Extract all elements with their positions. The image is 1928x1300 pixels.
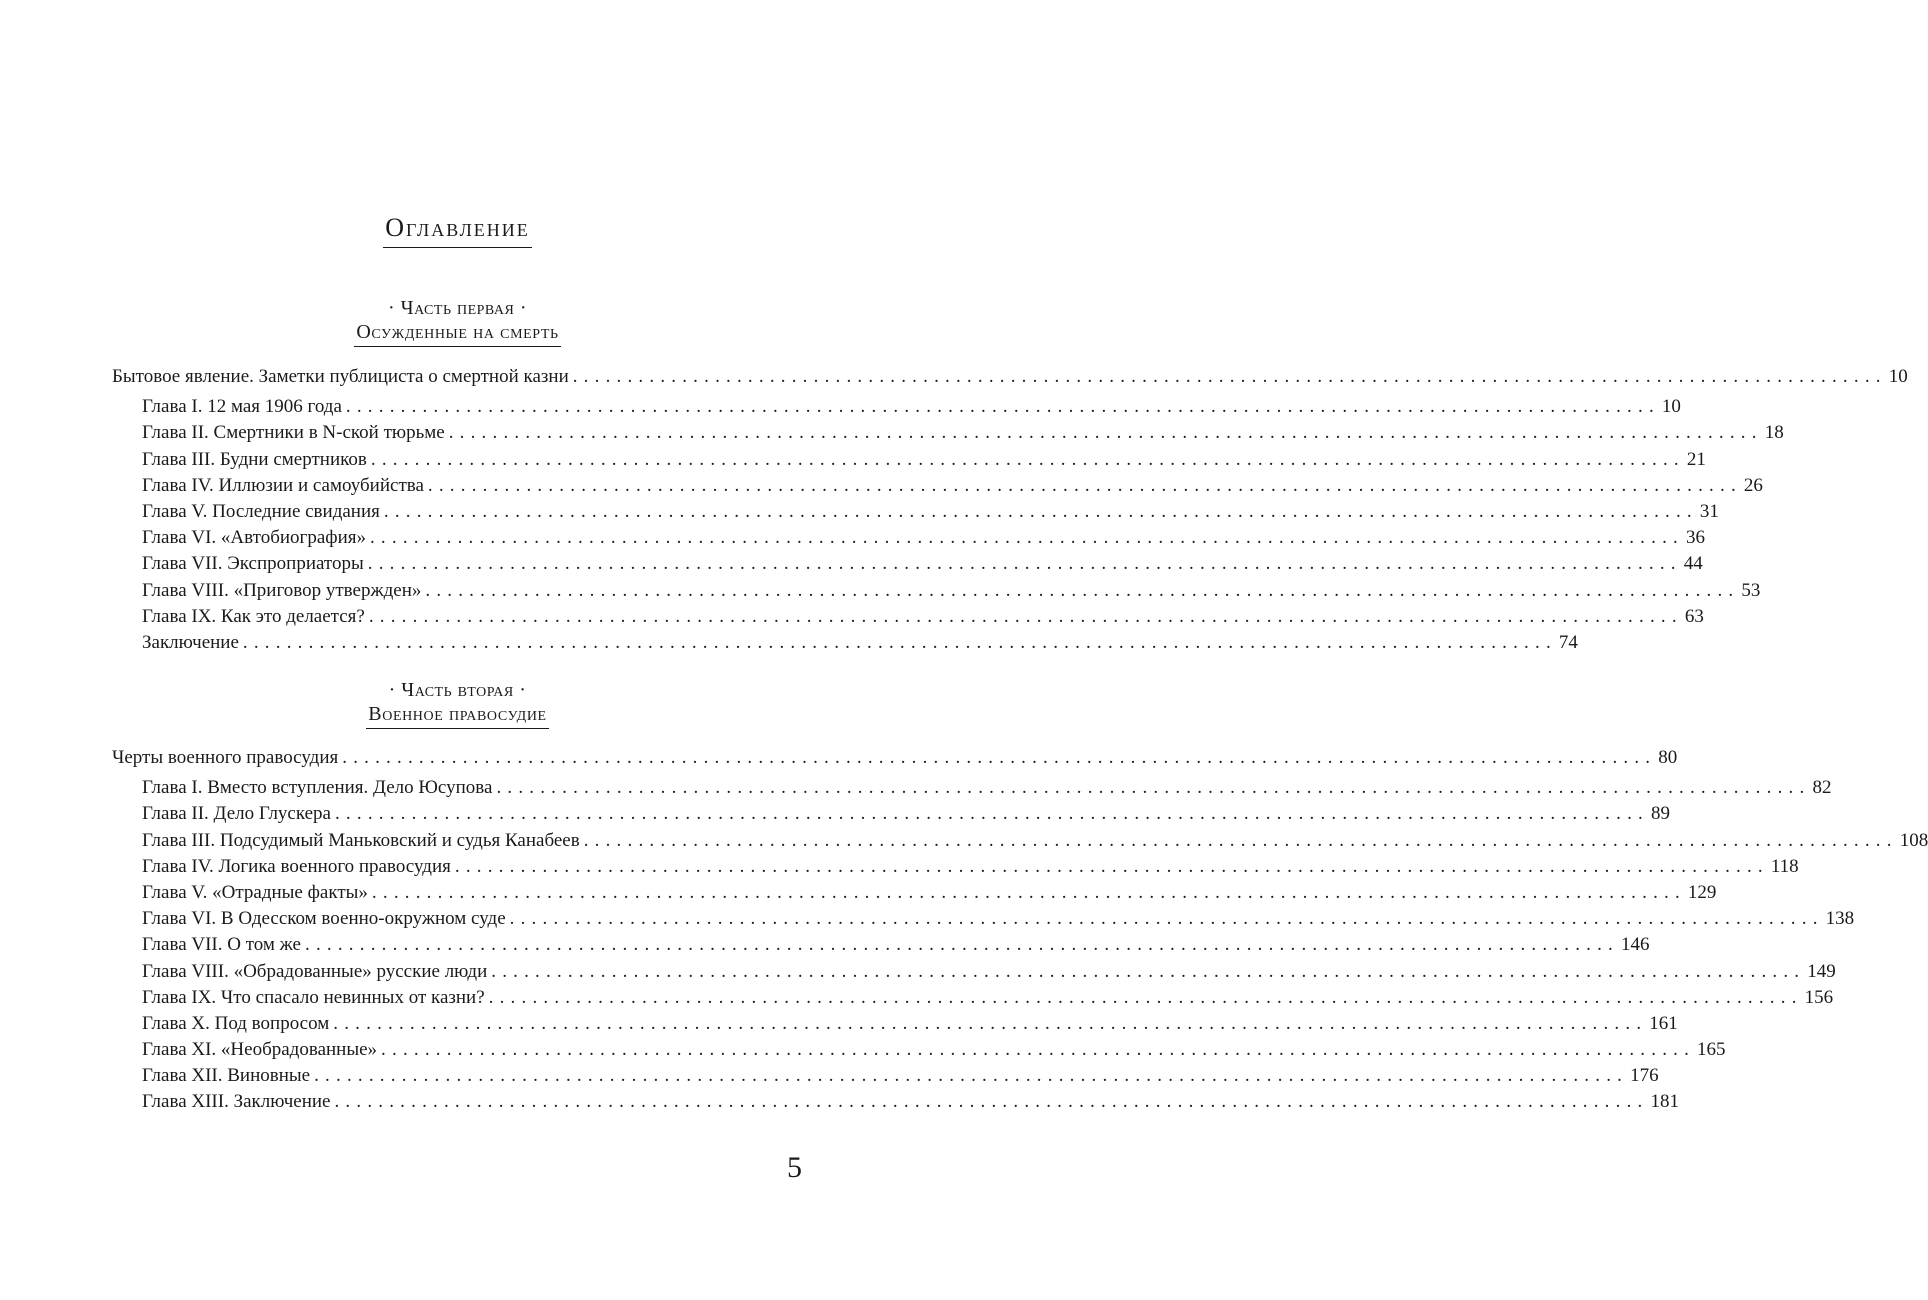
toc-entry bbox=[112, 1089, 1679, 1115]
dot-leader: ........................................................................................................................ bbox=[342, 747, 1657, 768]
dot-leader: ........................................................................................................................ bbox=[242, 631, 1557, 653]
toc-entry bbox=[112, 801, 1670, 827]
toc-entry bbox=[112, 985, 1834, 1011]
toc-entry-page: 161 bbox=[1647, 1011, 1678, 1037]
toc-entry bbox=[112, 473, 1763, 499]
toc-entry-page: 89 bbox=[1649, 801, 1670, 827]
dot-leader: ........................................................................................................................ bbox=[488, 986, 1803, 1008]
toc-entry bbox=[112, 364, 1908, 390]
toc-entry-page: 36 bbox=[1684, 525, 1705, 551]
toc-entry bbox=[112, 880, 1717, 906]
part-two-label: · Часть вторая · bbox=[388, 679, 527, 701]
dot-leader: ........................................................................................................................ bbox=[491, 960, 1806, 982]
toc-entry-page: 156 bbox=[1803, 985, 1834, 1011]
toc-entry bbox=[112, 525, 1705, 551]
dot-leader: ........................................................................................................................ bbox=[367, 553, 1682, 575]
dot-leader: ........................................................................................................................ bbox=[333, 1012, 1648, 1034]
dot-leader: ........................................................................................................................ bbox=[381, 1039, 1696, 1061]
toc-entry-title: Глава V. «Отрадные факты» bbox=[142, 880, 372, 906]
toc-entry-page: 165 bbox=[1695, 1037, 1726, 1063]
toc-entry-page: 10 bbox=[1660, 394, 1681, 420]
dot-leader: ........................................................................................................................ bbox=[454, 855, 1769, 877]
toc-entry bbox=[112, 551, 1703, 577]
toc-entry bbox=[112, 828, 1928, 854]
toc-entry-page: 118 bbox=[1769, 854, 1799, 880]
dot-leader: ........................................................................................................................ bbox=[448, 422, 1763, 444]
dot-leader: ........................................................................................................................ bbox=[383, 500, 1698, 522]
toc-entry-title: Глава VI. В Одесском военно-окружном суде bbox=[142, 906, 510, 932]
toc-entry bbox=[112, 630, 1578, 656]
toc-entry bbox=[112, 1063, 1659, 1089]
toc-title-text: Оглавление bbox=[383, 212, 532, 248]
toc-entry-title: Глава VIII. «Приговор утвержден» bbox=[142, 578, 425, 604]
toc-entry-page: 44 bbox=[1682, 551, 1703, 577]
dot-leader: ........................................................................................................................ bbox=[314, 1065, 1629, 1087]
toc-entry-title: Глава IV. Логика военного правосудия bbox=[142, 854, 455, 880]
toc-entry-title: Глава XII. Виновные bbox=[142, 1063, 314, 1089]
toc-entry-page: 53 bbox=[1739, 578, 1760, 604]
part-two-heading bbox=[0, 678, 915, 729]
toc-entry bbox=[112, 1011, 1678, 1037]
dot-leader: ........................................................................................................................ bbox=[334, 803, 1649, 825]
toc-entry bbox=[112, 775, 1832, 801]
dot-leader: ........................................................................................................................ bbox=[368, 605, 1683, 627]
toc-title bbox=[0, 212, 915, 248]
toc-entry-page: 108 bbox=[1898, 828, 1928, 854]
toc-entry-title: Глава II. Смертники в N-ской тюрьме bbox=[142, 420, 449, 446]
part-one-label: · Часть первая · bbox=[387, 297, 527, 319]
toc-entry-title: Глава VI. «Автобиография» bbox=[142, 525, 370, 551]
part-one-toc-list bbox=[112, 364, 1908, 656]
toc-entry-title: Глава IX. Как это делается? bbox=[142, 604, 369, 630]
toc-entry-page: 146 bbox=[1619, 932, 1650, 958]
dot-leader: ........................................................................................................................ bbox=[583, 829, 1898, 851]
toc-entry bbox=[112, 499, 1719, 525]
dot-leader: ........................................................................................................................ bbox=[572, 366, 1887, 387]
toc-entry-page: 181 bbox=[1648, 1089, 1679, 1115]
dot-leader: ........................................................................................................................ bbox=[305, 934, 1619, 956]
toc-entry-title: Черты военного правосудия bbox=[112, 745, 342, 771]
toc-entry-title: Глава IX. Что спасало невинных от казни? bbox=[142, 985, 489, 1011]
toc-entry-page: 82 bbox=[1810, 775, 1831, 801]
toc-entry-title: Глава X. Под вопросом bbox=[142, 1011, 333, 1037]
toc-entry bbox=[112, 447, 1706, 473]
toc-entry bbox=[112, 906, 1855, 932]
dot-leader: ........................................................................................................................ bbox=[425, 579, 1740, 601]
toc-entry-page: 10 bbox=[1887, 364, 1908, 390]
toc-entry-title: Глава VIII. «Обрадованные» русские люди bbox=[142, 959, 491, 985]
toc-entry-title: Глава VII. Экспроприаторы bbox=[142, 551, 368, 577]
toc-entry-title: Глава V. Последние свидания bbox=[142, 499, 384, 525]
toc-entry-title: Глава III. Будни смертников bbox=[142, 447, 371, 473]
toc-entry-title: Глава I. Вместо вступления. Дело Юсупова bbox=[142, 775, 496, 801]
page-number: 5 bbox=[787, 1151, 802, 1184]
toc-entry-page: 31 bbox=[1698, 499, 1719, 525]
toc-entry bbox=[112, 745, 1678, 771]
toc-entry-page: 63 bbox=[1683, 604, 1704, 630]
part-two-name: Военное правосудие bbox=[366, 702, 548, 729]
toc-entry-title: Глава VII. О том же bbox=[142, 932, 305, 958]
toc-entry-title: Глава III. Подсудимый Маньковский и судья Канабеев bbox=[142, 828, 584, 854]
part-one-name: Осужденные на смерть bbox=[354, 320, 560, 347]
toc-entry-title: Глава I. 12 мая 1906 года bbox=[142, 394, 346, 420]
toc-entry-page: 149 bbox=[1805, 959, 1836, 985]
toc-entry-title: Заключение bbox=[142, 630, 243, 656]
toc-entry-page: 176 bbox=[1628, 1063, 1659, 1089]
toc-entry-page: 26 bbox=[1742, 473, 1763, 499]
toc-entry-title: Глава XIII. Заключение bbox=[142, 1089, 334, 1115]
toc-entry bbox=[112, 959, 1836, 985]
toc-entry bbox=[112, 854, 1799, 880]
toc-entry-page: 129 bbox=[1686, 880, 1717, 906]
dot-leader: ........................................................................................................................ bbox=[369, 527, 1684, 549]
dot-leader: ........................................................................................................................ bbox=[334, 1091, 1649, 1113]
dot-leader: ........................................................................................................................ bbox=[370, 448, 1685, 470]
toc-entry bbox=[112, 578, 1761, 604]
toc-entry-title: Глава IV. Иллюзии и самоубийства bbox=[142, 473, 428, 499]
toc-entry bbox=[112, 604, 1704, 630]
part-one-heading bbox=[0, 296, 915, 347]
toc-entry-page: 74 bbox=[1557, 630, 1578, 656]
toc-entry-page: 21 bbox=[1685, 447, 1706, 473]
toc-entry-page: 18 bbox=[1763, 420, 1784, 446]
toc-entry-title: Глава XI. «Необрадованные» bbox=[142, 1037, 381, 1063]
dot-leader: ........................................................................................................................ bbox=[345, 396, 1660, 418]
dot-leader: ........................................................................................................................ bbox=[509, 908, 1824, 930]
toc-entry bbox=[112, 932, 1650, 958]
toc-entry-page: 138 bbox=[1824, 906, 1855, 932]
toc-entry bbox=[112, 1037, 1726, 1063]
toc-entry bbox=[112, 420, 1784, 446]
toc-entry-title: Бытовое явление. Заметки публициста о смертной казни bbox=[112, 364, 573, 390]
toc-entry-page: 80 bbox=[1656, 745, 1677, 771]
dot-leader: ........................................................................................................................ bbox=[427, 474, 1742, 496]
toc-entry-title: Глава II. Дело Глускера bbox=[142, 801, 335, 827]
part-two-toc-list bbox=[112, 745, 1928, 1116]
dot-leader: ........................................................................................................................ bbox=[371, 881, 1686, 903]
toc-entry bbox=[112, 394, 1681, 420]
dot-leader: ........................................................................................................................ bbox=[496, 777, 1811, 799]
